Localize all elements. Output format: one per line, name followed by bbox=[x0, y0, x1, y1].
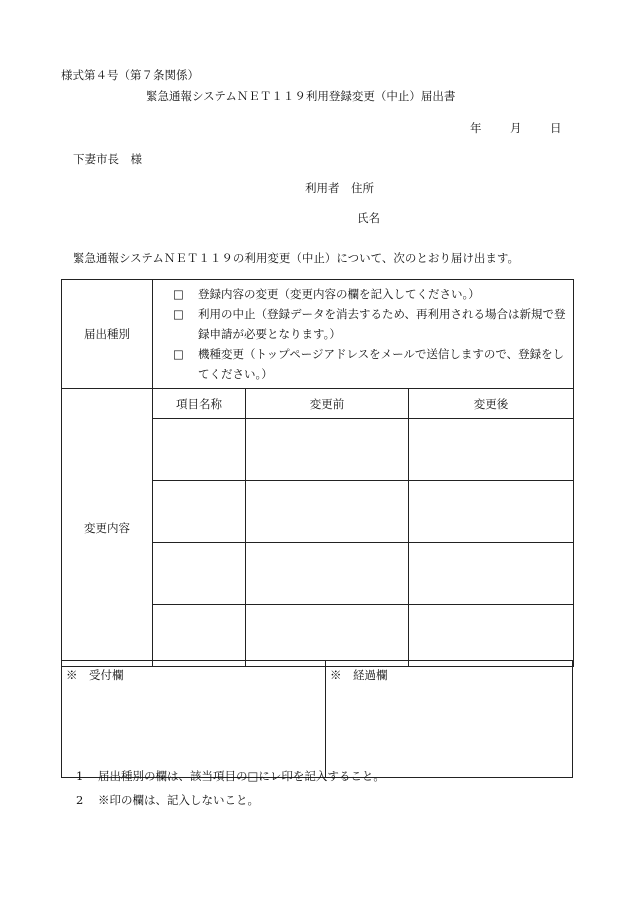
change-content-label: 変更内容 bbox=[62, 389, 153, 667]
after-cell[interactable] bbox=[409, 481, 574, 543]
addressee: 下妻市長 様 bbox=[73, 152, 142, 166]
before-cell[interactable] bbox=[246, 605, 409, 667]
address-label: 住所 bbox=[351, 181, 374, 195]
before-cell[interactable] bbox=[246, 419, 409, 481]
item-name-cell[interactable] bbox=[153, 481, 246, 543]
note-text: 届出種別の欄は、該当項目の□にレ印を記入すること。 bbox=[98, 769, 385, 783]
checkbox-icon[interactable]: □ bbox=[173, 287, 184, 301]
notification-table bbox=[61, 279, 574, 667]
note-number: 2 bbox=[76, 793, 84, 807]
notification-type-row bbox=[62, 280, 574, 389]
option-label: 利用の中止（登録データを消去するため、再利用される場合は新規で登録申請が必要となります。） bbox=[198, 307, 566, 341]
form-title: 緊急通報システムＮＥＴ１１９利用登録変更（中止）届出書 bbox=[146, 89, 456, 103]
after-cell[interactable] bbox=[409, 419, 574, 481]
option-change-registration[interactable] bbox=[173, 284, 567, 304]
intro-text: 緊急通報システムＮＥＴ１１９の利用変更（中止）について、次のとおり届け出ます。 bbox=[73, 251, 519, 265]
option-label: 機種変更（トップページアドレスをメールで送信しますので、登録をしてください。） bbox=[198, 347, 565, 381]
note-number: 1 bbox=[76, 769, 84, 783]
option-device-change[interactable] bbox=[173, 344, 567, 384]
checkbox-icon[interactable]: □ bbox=[173, 347, 184, 361]
column-item-name: 項目名称 bbox=[153, 389, 246, 419]
item-name-cell[interactable] bbox=[153, 543, 246, 605]
column-after: 変更後 bbox=[409, 389, 574, 419]
note-2 bbox=[76, 795, 259, 807]
note-1 bbox=[76, 771, 385, 783]
option-label: 登録内容の変更（変更内容の欄を記入してください。） bbox=[198, 287, 480, 301]
option-cancel-use[interactable] bbox=[173, 304, 567, 344]
before-cell[interactable] bbox=[246, 543, 409, 605]
office-use-table bbox=[61, 660, 573, 778]
user-address-line bbox=[305, 183, 374, 195]
before-cell[interactable] bbox=[246, 481, 409, 543]
progress-box: ※ 経過欄 bbox=[326, 661, 573, 778]
date-month-label: 月 bbox=[510, 121, 522, 135]
date-line bbox=[470, 123, 562, 135]
checkbox-icon[interactable]: □ bbox=[173, 307, 184, 321]
notification-type-label: 届出種別 bbox=[62, 280, 153, 389]
form-number: 様式第４号（第７条関係） bbox=[61, 68, 199, 82]
change-header-row bbox=[62, 389, 574, 419]
item-name-cell[interactable] bbox=[153, 605, 246, 667]
after-cell[interactable] bbox=[409, 543, 574, 605]
item-name-cell[interactable] bbox=[153, 419, 246, 481]
date-day-label: 日 bbox=[550, 121, 562, 135]
after-cell[interactable] bbox=[409, 605, 574, 667]
reception-box: ※ 受付欄 bbox=[62, 661, 326, 778]
name-label: 氏名 bbox=[357, 211, 380, 225]
notification-type-options bbox=[153, 280, 574, 389]
user-label: 利用者 bbox=[305, 181, 340, 195]
date-year-label: 年 bbox=[470, 121, 482, 135]
note-text: ※印の欄は、記入しないこと。 bbox=[98, 793, 259, 807]
column-before: 変更前 bbox=[246, 389, 409, 419]
